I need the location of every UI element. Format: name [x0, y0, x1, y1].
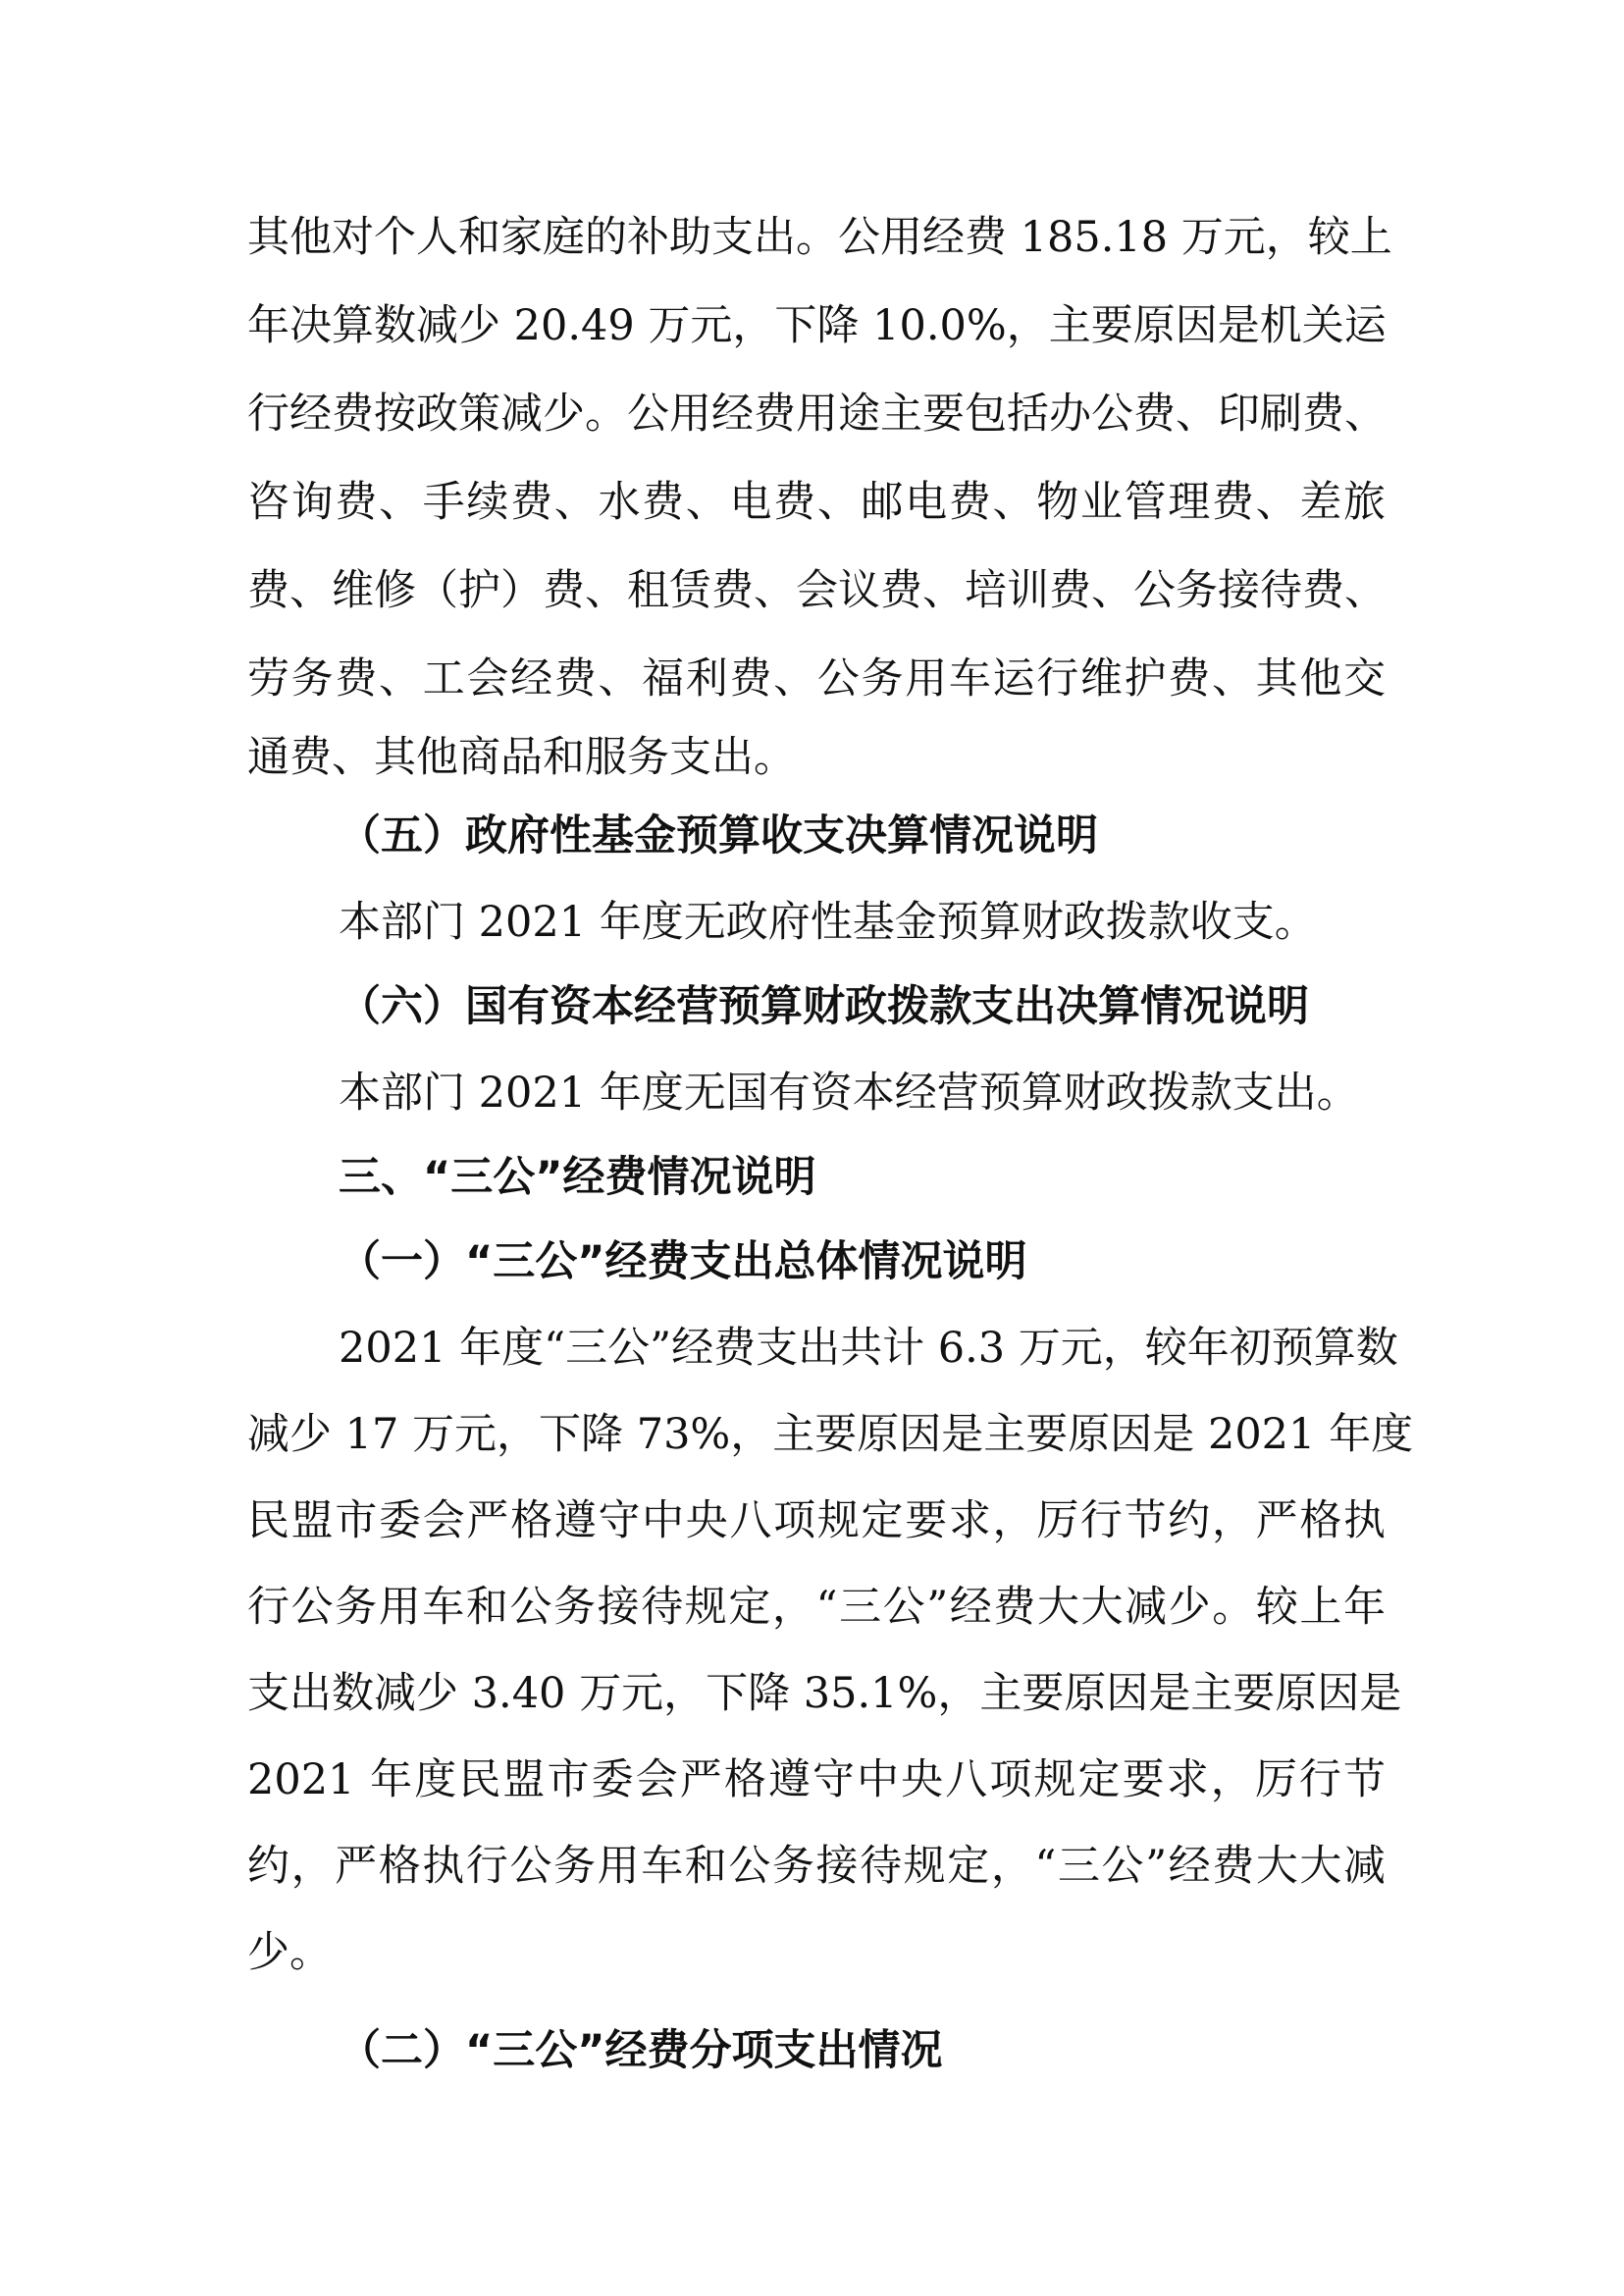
paragraph-line: 咨询费、手续费、水费、电费、邮电费、物业管理费、差旅 — [247, 478, 1386, 527]
paragraph-line: 行公务用车和公务接待规定，“三公”经费大大减少。较上年 — [247, 1583, 1386, 1632]
paragraph-line: 行经费按政策减少。公用经费用途主要包括办公费、印刷费、 — [247, 390, 1387, 439]
paragraph-line: 劳务费、工会经费、福利费、公务用车运行维护费、其他交 — [247, 654, 1386, 704]
section-heading: （一）“三公”经费支出总体情况说明 — [339, 1237, 1027, 1286]
paragraph-line: 少。 — [247, 1928, 332, 1977]
paragraph-line: 通费、其他商品和服务支出。 — [247, 733, 796, 782]
paragraph-line: 其他对个人和家庭的补助支出。公用经费 185.18 万元，较上 — [247, 213, 1392, 262]
paragraph-line: 2021 年度民盟市委会严格遵守中央八项规定要求，厉行节 — [247, 1755, 1386, 1804]
section-text: 本部门 2021 年度无国有资本经营预算财政拨款支出。 — [339, 1069, 1359, 1118]
section-heading: （二）“三公”经费分项支出情况 — [339, 2026, 943, 2075]
paragraph-line: 约，严格执行公务用车和公务接待规定，“三公”经费大大减 — [247, 1842, 1386, 1891]
section-text: 本部门 2021 年度无政府性基金预算财政拨款收支。 — [339, 898, 1317, 947]
paragraph-line: 支出数减少 3.40 万元，下降 35.1%，主要原因是主要原因是 — [247, 1669, 1402, 1718]
paragraph-line: 减少 17 万元，下降 73%，主要原因是主要原因是 2021 年度 — [247, 1410, 1414, 1459]
paragraph-line: 2021 年度“三公”经费支出共计 6.3 万元，较年初预算数 — [339, 1324, 1398, 1373]
paragraph-line: 费、维修（护）费、租赁费、会议费、培训费、公务接待费、 — [247, 566, 1387, 615]
paragraph-line: 民盟市委会严格遵守中央八项规定要求，厉行节约，严格执 — [247, 1496, 1386, 1545]
section-heading: （五）政府性基金预算收支决算情况说明 — [339, 811, 1098, 861]
paragraph-line: 年决算数减少 20.49 万元，下降 10.0%，主要原因是机关运 — [247, 301, 1387, 350]
section-heading: （六）国有资本经营预算财政拨款支出决算情况说明 — [339, 982, 1309, 1031]
part-heading: 三、“三公”经费情况说明 — [339, 1153, 816, 1202]
